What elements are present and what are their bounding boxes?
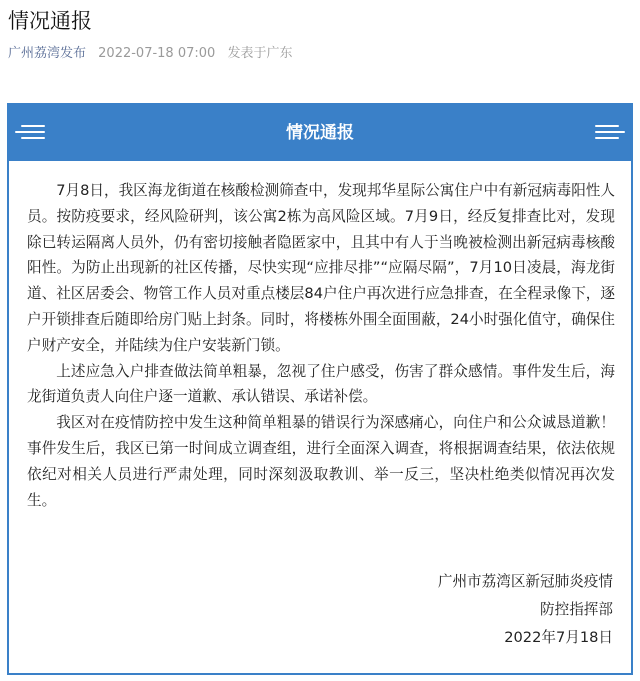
signature-date: 2022年7月18日 [504,629,613,646]
notice-paragraph: 我区对在疫情防控中发生这种简单粗暴的错误行为深感痛心，向住户和公众诚恳道歉！事件发生后，我区已第一时间成立调查组，进行全面深入调查，将根据调查结果，依法依规依纪对相关人员进行严肃处理，同时深刻汲取教训、举一反三，坚决杜绝类似情况再次发生。 [27,414,615,509]
decorative-lines-icon [595,125,625,139]
notice-header-title: 情况通报 [286,123,354,143]
article-title: 情况通报 [8,9,92,33]
notice-paragraph: 上述应急入户排查做法简单粗暴，忽视了住户感受，伤害了群众感情。事件发生后，海龙街道负责人向住户逐一道歉、承认错误、承诺补偿。 [27,362,615,406]
signature-organization-suffix: 防控指挥部 [540,601,613,618]
notice-paragraph: 7月8日，我区海龙街道在核酸检测筛查中，发现邦华星际公寓住户中有新冠病毒阳性人员。按防疫要求，经风险研判，该公寓2栋为高风险区域。7月9日，经反复排查比对，发现除已转运隔离人员外，仍有密切接触者隐匿家中，且其中有人于当晚被检测出新冠病毒核酸阳性。为防止出现新的社区传播，尽快实现“应排尽排”“应隔尽隔”，7月10日凌晨，海龙街道、社区居委会、物管工作人员对重点楼层84户住户再次进行应急排查，在全程录像下，逐户开锁排查后随即给房门贴上封条。同时，将楼栋外围全面围蔽，24小时强化值守，确保住户财产安全，并陆续为住户安装新门锁。 [27,182,615,354]
article-meta [8,44,292,64]
signature-block [438,568,613,652]
publish-date: 2022-07-18 07:00 [98,46,216,61]
publish-location: 发表于广东 [227,46,293,61]
notice-box [7,103,633,675]
account-name-link[interactable]: 广州荔湾发布 [8,46,87,61]
notice-header [9,105,631,161]
signature-organization: 广州市荔湾区新冠肺炎疫情 [437,573,613,590]
notice-body [27,178,615,513]
